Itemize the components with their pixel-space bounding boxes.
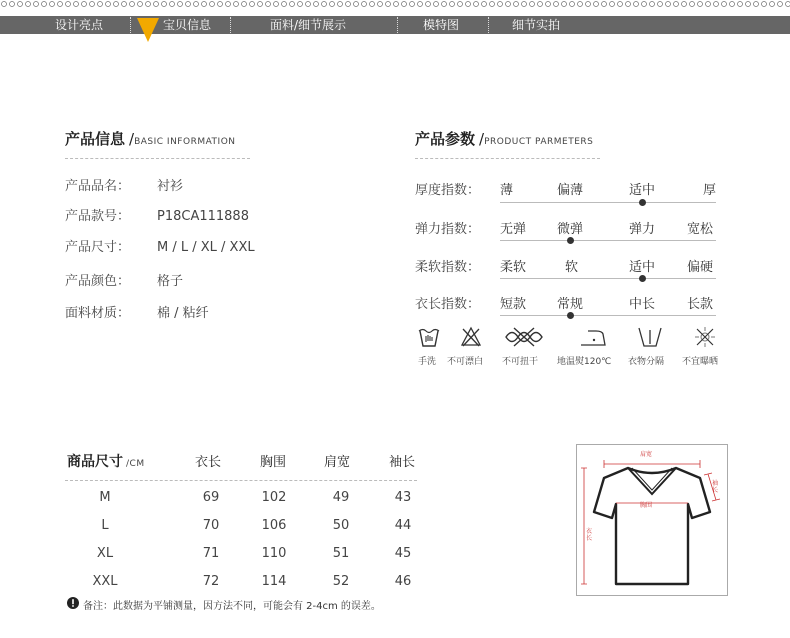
size-header-chest: 胸围 [259, 455, 286, 470]
no-wring-icon [504, 326, 544, 348]
warning-icon [67, 597, 79, 609]
diagram-length-label: 衣长 [586, 528, 593, 542]
param-option: 长款 [687, 297, 714, 312]
param-scale-line [500, 202, 716, 203]
size-cell: 72 [202, 574, 220, 589]
info-label: 面料材质： [65, 306, 131, 321]
param-scale-line [500, 278, 716, 279]
params-title-slash: / [479, 130, 485, 148]
param-option: 柔软 [500, 260, 527, 275]
param-option: 偏硬 [687, 260, 714, 275]
info-title-slash: / [129, 130, 135, 148]
size-cell: 71 [202, 546, 220, 561]
size-cell: 110 [261, 546, 287, 561]
param-option: 偏薄 [557, 183, 584, 198]
info-row-sku [65, 205, 249, 224]
size-header-shoulder: 肩宽 [323, 455, 350, 470]
diagram-shoulder-label: 肩宽 [640, 451, 653, 458]
care-label: 不宜曝晒 [682, 357, 719, 367]
wash-separately-icon [636, 326, 664, 348]
info-value: M / L / XL / XXL [157, 240, 255, 255]
param-option: 微弹 [557, 222, 584, 237]
info-row-sizes [65, 236, 255, 255]
size-title: 商品尺寸 [67, 454, 123, 470]
size-cell: 50 [332, 518, 350, 533]
size-cell: 52 [332, 574, 350, 589]
size-cell: 106 [261, 518, 287, 533]
param-level-dot [567, 237, 574, 244]
nav-detail-shots[interactable]: 细节实拍 [512, 18, 561, 32]
params-section-title [415, 128, 593, 149]
param-option: 短款 [500, 297, 527, 312]
nav-product-info[interactable]: 宝贝信息 [163, 18, 212, 32]
param-option: 无弹 [500, 222, 527, 237]
nav-separator [130, 17, 131, 33]
size-cell: 45 [394, 546, 412, 561]
nav-separator [230, 17, 231, 33]
hand-wash-icon [418, 326, 440, 348]
nav-bar [0, 16, 790, 34]
param-option: 适中 [629, 183, 656, 198]
size-cell: 102 [261, 490, 287, 505]
params-title: 产品参数 [415, 130, 476, 148]
size-cell: 49 [332, 490, 350, 505]
param-option: 弹力 [629, 222, 656, 237]
size-cell: 51 [332, 546, 350, 561]
size-cell: 114 [261, 574, 287, 589]
info-section-title [65, 128, 236, 149]
nav-separator [397, 17, 398, 33]
care-label: 不可扭干 [502, 357, 539, 367]
info-value: P18CA111888 [157, 209, 249, 224]
size-cell: M [99, 490, 111, 505]
params-title-divider [415, 158, 600, 159]
info-value: 棉 / 粘纤 [157, 306, 209, 321]
care-label: 衣物分隔 [628, 357, 665, 367]
param-option: 常规 [557, 297, 584, 312]
diagram-chest-label: 胸围 [640, 502, 653, 509]
low-iron-icon [578, 328, 608, 348]
care-label: 不可漂白 [447, 357, 484, 367]
param-option: 厚 [703, 183, 717, 198]
nav-design-highlights[interactable]: 设计亮点 [55, 18, 104, 32]
param-option: 宽松 [687, 222, 714, 237]
info-label: 产品品名： [65, 179, 131, 194]
info-title-divider [65, 158, 250, 159]
top-chain-border [0, 0, 790, 8]
measurement-note: 备注：此数据为平铺测量，因方法不同，可能会有 2-4cm 的误差。 [83, 601, 381, 612]
care-label: 地温熨120℃ [557, 357, 612, 367]
param-level-dot [567, 312, 574, 319]
param-level-dot [639, 275, 646, 282]
size-cell: 44 [394, 518, 412, 533]
info-label: 产品颜色： [65, 274, 131, 289]
info-subtitle: BASIC INFORMATION [134, 137, 236, 147]
nav-separator [488, 17, 489, 33]
param-option: 薄 [500, 183, 514, 198]
info-row-material [65, 302, 209, 321]
param-scale-line [500, 315, 716, 316]
param-label-length: 衣长指数： [415, 297, 481, 312]
info-row-name [65, 175, 183, 194]
info-value: 衬衫 [157, 179, 184, 194]
size-cell: XXL [92, 574, 118, 589]
shirt-measurement-diagram [576, 444, 728, 596]
param-label-elasticity: 弹力指数： [415, 222, 481, 237]
size-cell: 70 [202, 518, 220, 533]
size-unit: /CM [126, 459, 145, 469]
diagram-sleeve-label: 袖长 [712, 480, 719, 494]
info-label: 产品款号： [65, 209, 131, 224]
param-level-dot [639, 199, 646, 206]
no-sun-icon [694, 326, 716, 348]
care-label: 手洗 [418, 357, 437, 367]
param-option: 适中 [629, 260, 656, 275]
info-row-color [65, 270, 183, 289]
size-cell: 46 [394, 574, 412, 589]
info-label: 产品尺寸： [65, 240, 131, 255]
nav-fabric-details[interactable]: 面料/细节展示 [270, 18, 347, 32]
size-section-title [67, 451, 145, 471]
size-cell: XL [96, 546, 114, 561]
param-label-softness: 柔软指数： [415, 260, 481, 275]
param-option: 软 [565, 260, 579, 275]
params-subtitle: PRODUCT PARMETERS [484, 137, 594, 147]
no-bleach-icon [460, 326, 482, 348]
size-header-sleeve: 袖长 [388, 455, 415, 470]
param-option: 中长 [629, 297, 656, 312]
nav-model-photos[interactable]: 模特图 [423, 18, 460, 32]
size-header-length: 衣长 [194, 455, 221, 470]
param-scale-line [500, 240, 716, 241]
param-label-thickness: 厚度指数： [415, 183, 481, 198]
size-cell: L [101, 518, 109, 533]
size-cell: 43 [394, 490, 412, 505]
size-cell: 69 [202, 490, 220, 505]
info-title: 产品信息 [65, 130, 126, 148]
active-nav-indicator-icon [137, 16, 159, 42]
size-table-divider [65, 480, 417, 481]
info-value: 格子 [157, 274, 184, 289]
